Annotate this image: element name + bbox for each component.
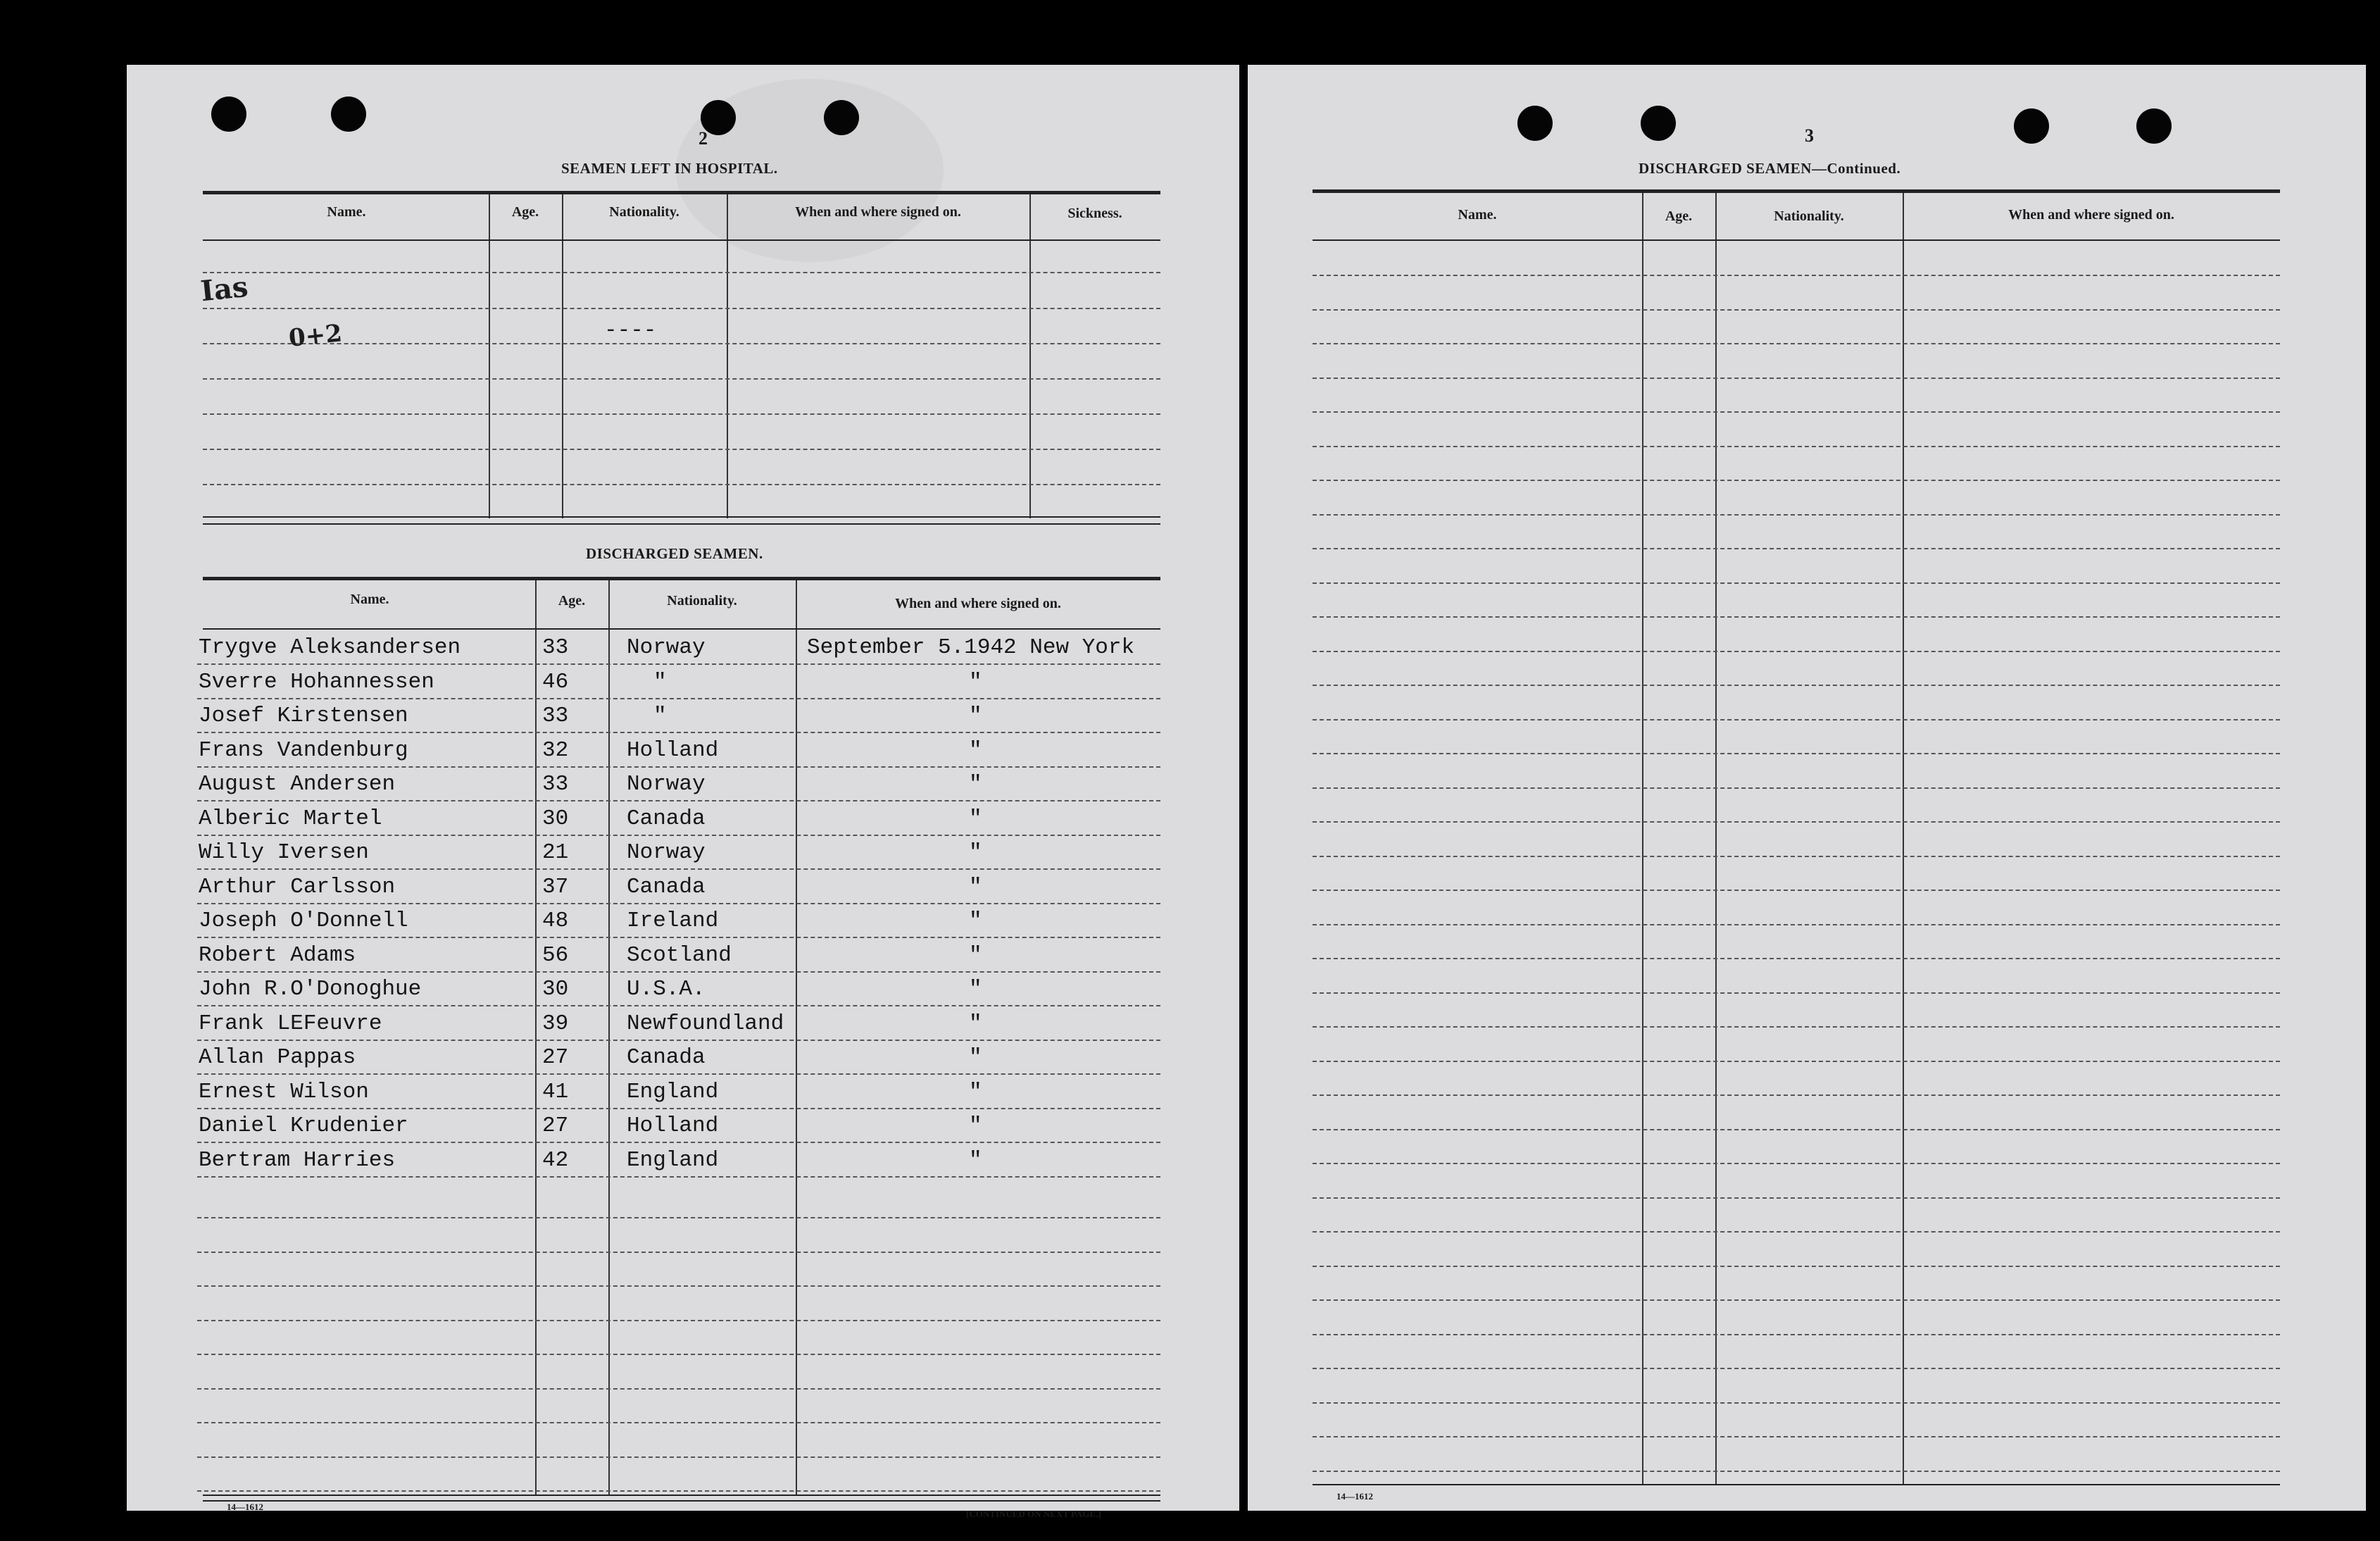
cell-nationality: Canada [627, 806, 706, 831]
cell-signed_on: " [969, 772, 982, 797]
row-dotted-line [1313, 856, 2280, 857]
row-dotted-line [1313, 275, 2280, 276]
row-dotted-line [1313, 480, 2280, 481]
cell-name: Frank LEFeuvre [199, 1011, 382, 1036]
col-header-signed-on: When and where signed on. [2008, 207, 2174, 223]
row-dotted-line [197, 1176, 1160, 1178]
discharged-continued-title: DISCHARGED SEAMEN—Continued. [1639, 160, 1901, 177]
row-dotted-line [1313, 787, 2280, 789]
cell-signed_on: " [969, 738, 982, 763]
row-dotted-line [197, 937, 1160, 938]
cell-nationality: Norway [627, 635, 706, 660]
nationality-mark: ---- [604, 318, 657, 343]
cell-name: Trygve Aleksandersen [199, 635, 461, 660]
row-dotted-line [197, 663, 1160, 665]
row-dotted-line [1313, 616, 2280, 618]
row-dotted-line [1313, 1471, 2280, 1472]
cell-nationality: U.S.A. [627, 977, 706, 1002]
col-header-nationality: Nationality. [667, 593, 737, 609]
cell-name: Daniel Krudenier [199, 1113, 408, 1138]
row-dotted-line [197, 1456, 1160, 1458]
cell-signed_on: " [969, 1045, 982, 1070]
col-header-name: Name. [350, 592, 389, 607]
row-dotted-line [1313, 753, 2280, 754]
row-dotted-line [1313, 1231, 2280, 1233]
cell-nationality: Canada [627, 1045, 706, 1070]
col-header-signed-on: When and where signed on. [895, 596, 1061, 611]
cell-age: 39 [542, 1011, 569, 1036]
col-header-sickness: Sickness. [1067, 206, 1122, 221]
cell-name: Joseph O'Donnell [199, 909, 408, 933]
row-dotted-line [1313, 1368, 2280, 1369]
cell-nationality: " [653, 704, 667, 728]
page-number: 3 [1805, 125, 1814, 146]
cell-signed_on: " [969, 670, 982, 694]
row-dotted-line [1313, 1402, 2280, 1404]
cell-age: 32 [542, 738, 569, 763]
cell-name: Josef Kirstensen [199, 704, 408, 728]
row-dotted-line [1313, 582, 2280, 584]
cell-signed_on: " [969, 875, 982, 899]
top-rule [203, 191, 1160, 194]
cell-age: 37 [542, 875, 569, 899]
cell-age: 33 [542, 772, 569, 797]
cell-age: 27 [542, 1113, 569, 1138]
cell-nationality: Norway [627, 840, 706, 865]
cell-age: 33 [542, 704, 569, 728]
row-dotted-line [197, 1252, 1160, 1253]
form-number: 14—1612 [227, 1502, 263, 1512]
cell-nationality: " [653, 670, 667, 694]
hospital-section-title: SEAMEN LEFT IN HOSPITAL. [561, 160, 778, 177]
row-dotted-line [1313, 1163, 2280, 1164]
col-header-nationality: Nationality. [609, 204, 679, 220]
row-dotted-line [1313, 992, 2280, 994]
cell-name: Robert Adams [199, 943, 356, 968]
row-dotted-line [197, 1285, 1160, 1287]
row-dotted-line [197, 868, 1160, 870]
cell-age: 27 [542, 1045, 569, 1070]
continued-note: [CONTINUED ON NEXT PAGE.] [966, 1509, 1101, 1519]
cell-signed_on: " [969, 1011, 982, 1036]
col-header-age: Age. [1665, 208, 1693, 224]
row-dotted-line [1313, 1334, 2280, 1335]
row-dotted-line [1313, 446, 2280, 447]
cell-age: 56 [542, 943, 569, 968]
row-dotted-line [1313, 548, 2280, 549]
row-dotted-line [1313, 1061, 2280, 1062]
cell-nationality: Norway [627, 772, 706, 797]
punch-hole [1641, 106, 1676, 141]
cell-signed_on: September 5.1942 New York [807, 635, 1135, 660]
cell-age: 30 [542, 977, 569, 1002]
row-dotted-line [1313, 1026, 2280, 1028]
row-dotted-line [197, 1354, 1160, 1355]
row-dotted-line [1313, 890, 2280, 891]
row-dotted-line [197, 1005, 1160, 1006]
row-dotted-line [197, 1217, 1160, 1218]
page-number: 2 [699, 128, 708, 149]
col-header-name: Name. [1458, 207, 1497, 223]
row-dotted-line [1313, 1299, 2280, 1301]
cell-name: Bertram Harries [199, 1148, 396, 1173]
cell-nationality: Newfoundland [627, 1011, 784, 1036]
row-dotted-line [197, 1073, 1160, 1075]
cell-signed_on: " [969, 806, 982, 831]
row-dotted-line [1313, 309, 2280, 311]
cell-age: 46 [542, 670, 569, 694]
row-dotted-line [197, 800, 1160, 801]
cell-age: 41 [542, 1080, 569, 1104]
row-dotted-line [197, 971, 1160, 973]
row-dotted-line [1313, 719, 2280, 720]
right-page [1248, 65, 2366, 1511]
row-dotted-line [1313, 1129, 2280, 1130]
cell-name: Sverre Hohannessen [199, 670, 434, 694]
cell-name: Allan Pappas [199, 1045, 356, 1070]
cell-age: 30 [542, 806, 569, 831]
cell-nationality: Holland [627, 1113, 719, 1138]
cell-name: August Andersen [199, 772, 396, 797]
punch-hole [2014, 108, 2049, 144]
row-dotted-line [1313, 1436, 2280, 1437]
cell-age: 48 [542, 909, 569, 933]
cell-signed_on: " [969, 1113, 982, 1138]
row-dotted-line [197, 766, 1160, 768]
cell-signed_on: " [969, 704, 982, 728]
cell-signed_on: " [969, 840, 982, 865]
cell-nationality: Ireland [627, 909, 719, 933]
cell-signed_on: " [969, 943, 982, 968]
row-dotted-line [1313, 651, 2280, 652]
row-dotted-line [197, 1388, 1160, 1390]
discharged-section-title: DISCHARGED SEAMEN. [586, 545, 763, 562]
row-dotted-line [1313, 685, 2280, 686]
cell-signed_on: " [969, 977, 982, 1002]
row-dotted-line [1313, 821, 2280, 823]
cell-nationality: Canada [627, 875, 706, 899]
row-dotted-line [197, 1490, 1160, 1492]
cell-age: 21 [542, 840, 569, 865]
row-dotted-line [1313, 411, 2280, 413]
cell-name: Alberic Martel [199, 806, 382, 831]
col-header-age: Age. [558, 593, 586, 609]
row-dotted-line [1313, 958, 2280, 959]
punch-hole [2136, 108, 2172, 144]
cell-signed_on: " [969, 909, 982, 933]
row-dotted-line [1313, 343, 2280, 344]
punch-hole [331, 96, 366, 132]
cell-signed_on: " [969, 1148, 982, 1173]
cell-name: Arthur Carlsson [199, 875, 396, 899]
cell-nationality: England [627, 1148, 719, 1173]
row-dotted-line [197, 835, 1160, 836]
col-header-name: Name. [327, 204, 366, 220]
cell-name: Ernest Wilson [199, 1080, 369, 1104]
row-dotted-line [1313, 378, 2280, 379]
handwritten-mark: Ias [199, 270, 250, 308]
row-dotted-line [197, 1422, 1160, 1423]
row-dotted-line [197, 1040, 1160, 1041]
punch-hole [824, 100, 859, 135]
cell-age: 33 [542, 635, 569, 660]
handwritten-mark: 0+2 [287, 319, 344, 353]
col-header-age: Age. [511, 204, 539, 220]
row-dotted-line [197, 1320, 1160, 1321]
cell-nationality: England [627, 1080, 719, 1104]
row-dotted-line [1313, 1197, 2280, 1199]
cell-nationality: Holland [627, 738, 719, 763]
left-page [127, 65, 1239, 1519]
row-dotted-line [197, 1142, 1160, 1143]
cell-signed_on: " [969, 1080, 982, 1104]
row-dotted-line [197, 698, 1160, 699]
col-header-signed-on: When and where signed on. [795, 204, 961, 220]
cell-nationality: Scotland [627, 943, 732, 968]
punch-hole [1517, 106, 1553, 141]
punch-hole [211, 96, 246, 132]
row-dotted-line [1313, 1094, 2280, 1096]
row-dotted-line [1313, 514, 2280, 516]
cell-name: Frans Vandenburg [199, 738, 408, 763]
row-dotted-line [1313, 1266, 2280, 1267]
form-number: 14—1612 [1336, 1491, 1373, 1502]
row-dotted-line [197, 1108, 1160, 1109]
row-dotted-line [197, 732, 1160, 733]
row-dotted-line [197, 903, 1160, 904]
col-header-nationality: Nationality. [1774, 208, 1844, 224]
cell-name: Willy Iversen [199, 840, 369, 865]
cell-age: 42 [542, 1148, 569, 1173]
cell-name: John R.O'Donoghue [199, 977, 422, 1002]
row-dotted-line [1313, 924, 2280, 925]
